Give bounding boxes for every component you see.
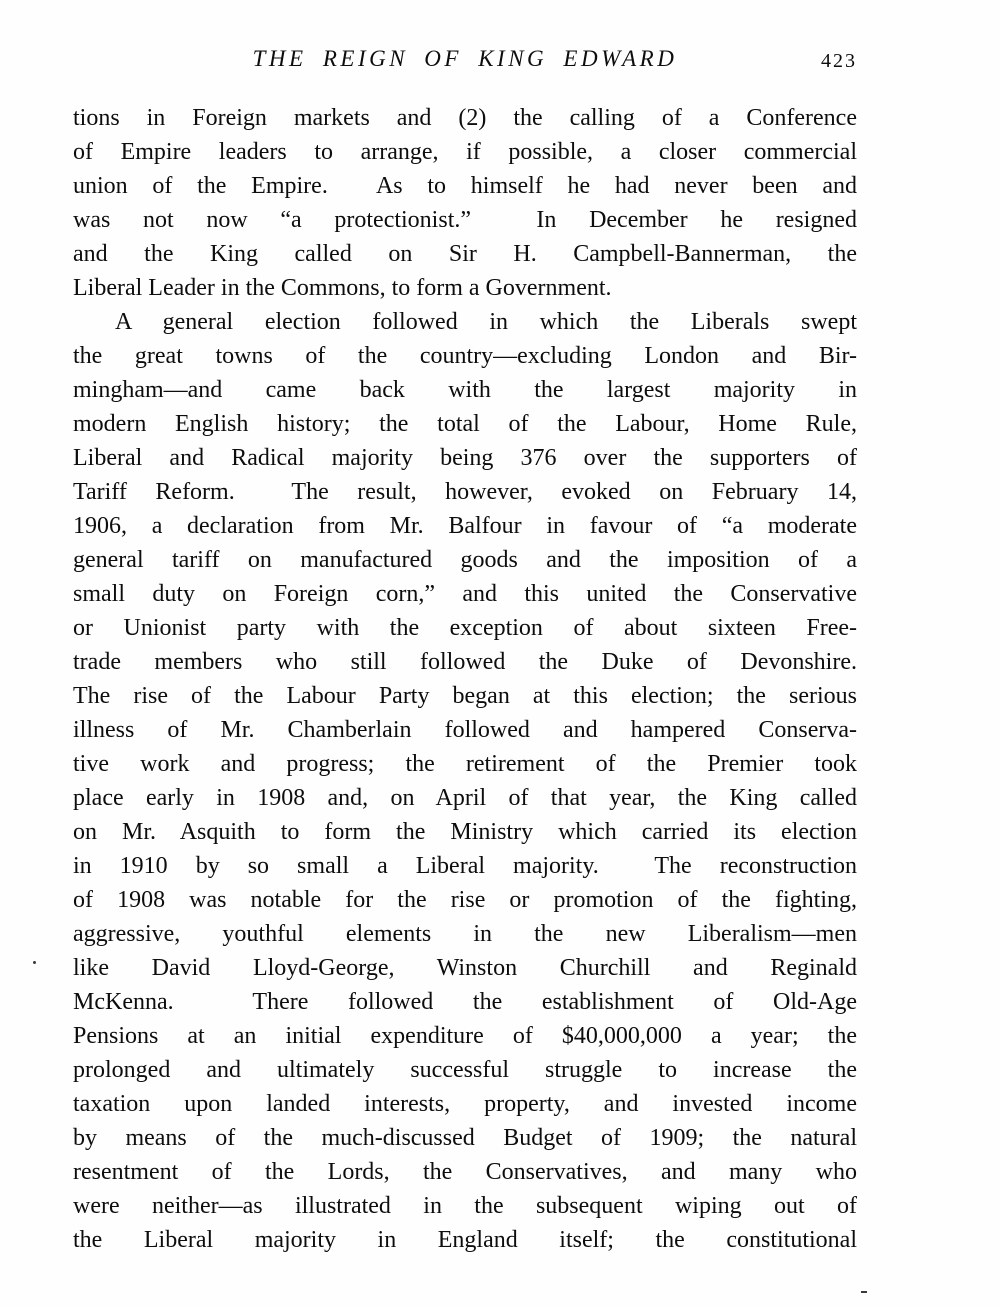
text-line: Pensions at an initial expenditure of $40,000,000 a year; the — [73, 1023, 857, 1049]
page-number: 423 — [821, 50, 857, 72]
page-header — [73, 46, 857, 80]
body-text — [73, 101, 857, 1257]
text-line: illness of Mr. Chamberlain followed and hampered Conserva- — [73, 717, 857, 743]
text-line: like David Lloyd-George, Winston Churchill and Reginald — [73, 955, 857, 981]
running-title: THE REIGN OF KING EDWARD — [252, 46, 678, 71]
text-line: place early in 1908 and, on April of that year, the King called — [73, 785, 857, 811]
text-line: A general election followed in which the Liberals swept — [115, 309, 857, 335]
text-line: tions in Foreign markets and (2) the calling of a Conference — [73, 105, 857, 131]
text-line: of Empire leaders to arrange, if possible, a closer commercial — [73, 139, 857, 165]
text-line: 1906, a declaration from Mr. Balfour in favour of “a moderate — [73, 513, 857, 539]
text-line: tive work and progress; the retirement of the Premier took — [73, 751, 857, 777]
text-line: resentment of the Lords, the Conservatives, and many who — [73, 1159, 857, 1185]
text-line: prolonged and ultimately successful struggle to increase the — [73, 1057, 857, 1083]
text-line: in 1910 by so small a Liberal majority. The reconstruction — [73, 853, 857, 879]
text-line: modern English history; the total of the Labour, Home Rule, — [73, 411, 857, 437]
text-line: were neither—as illustrated in the subsequent wiping out of — [73, 1193, 857, 1219]
text-line: trade members who still followed the Duke of Devonshire. — [73, 649, 857, 675]
text-line: of 1908 was notable for the rise or promotion of the fighting, — [73, 887, 857, 913]
text-line: union of the Empire. As to himself he had never been and — [73, 173, 857, 199]
text-line: aggressive, youthful elements in the new Liberalism—men — [73, 921, 857, 947]
text-line: general tariff on manufactured goods and the imposition of a — [73, 547, 857, 573]
text-line: or Unionist party with the exception of about sixteen Free- — [73, 615, 857, 641]
text-line: The rise of the Labour Party began at this election; the serious — [73, 683, 857, 709]
text-line: taxation upon landed interests, property, and invested income — [73, 1091, 857, 1117]
text-line: Liberal Leader in the Commons, to form a Government. — [73, 275, 612, 301]
text-line: by means of the much-discussed Budget of 1909; the natural — [73, 1125, 857, 1151]
text-line: the Liberal majority in England itself; the constitutional — [73, 1227, 857, 1253]
text-line: was not now “a protectionist.” In December he resigned — [73, 207, 857, 233]
text-line: McKenna. There followed the establishment of Old-Age — [73, 989, 857, 1015]
text-line: mingham—and came back with the largest majority in — [73, 377, 857, 403]
text-line: the great towns of the country—excluding London and Bir- — [73, 343, 857, 369]
text-line: small duty on Foreign corn,” and this united the Conservative — [73, 581, 857, 607]
text-line: and the King called on Sir H. Campbell-Bannerman, the — [73, 241, 857, 267]
text-line: on Mr. Asquith to form the Ministry which carried its election — [73, 819, 857, 845]
scan-speck — [861, 1291, 867, 1293]
scan-speck — [33, 961, 36, 964]
text-line: Tariff Reform. The result, however, evoked on February 14, — [73, 479, 857, 505]
text-line: Liberal and Radical majority being 376 over the supporters of — [73, 445, 857, 471]
